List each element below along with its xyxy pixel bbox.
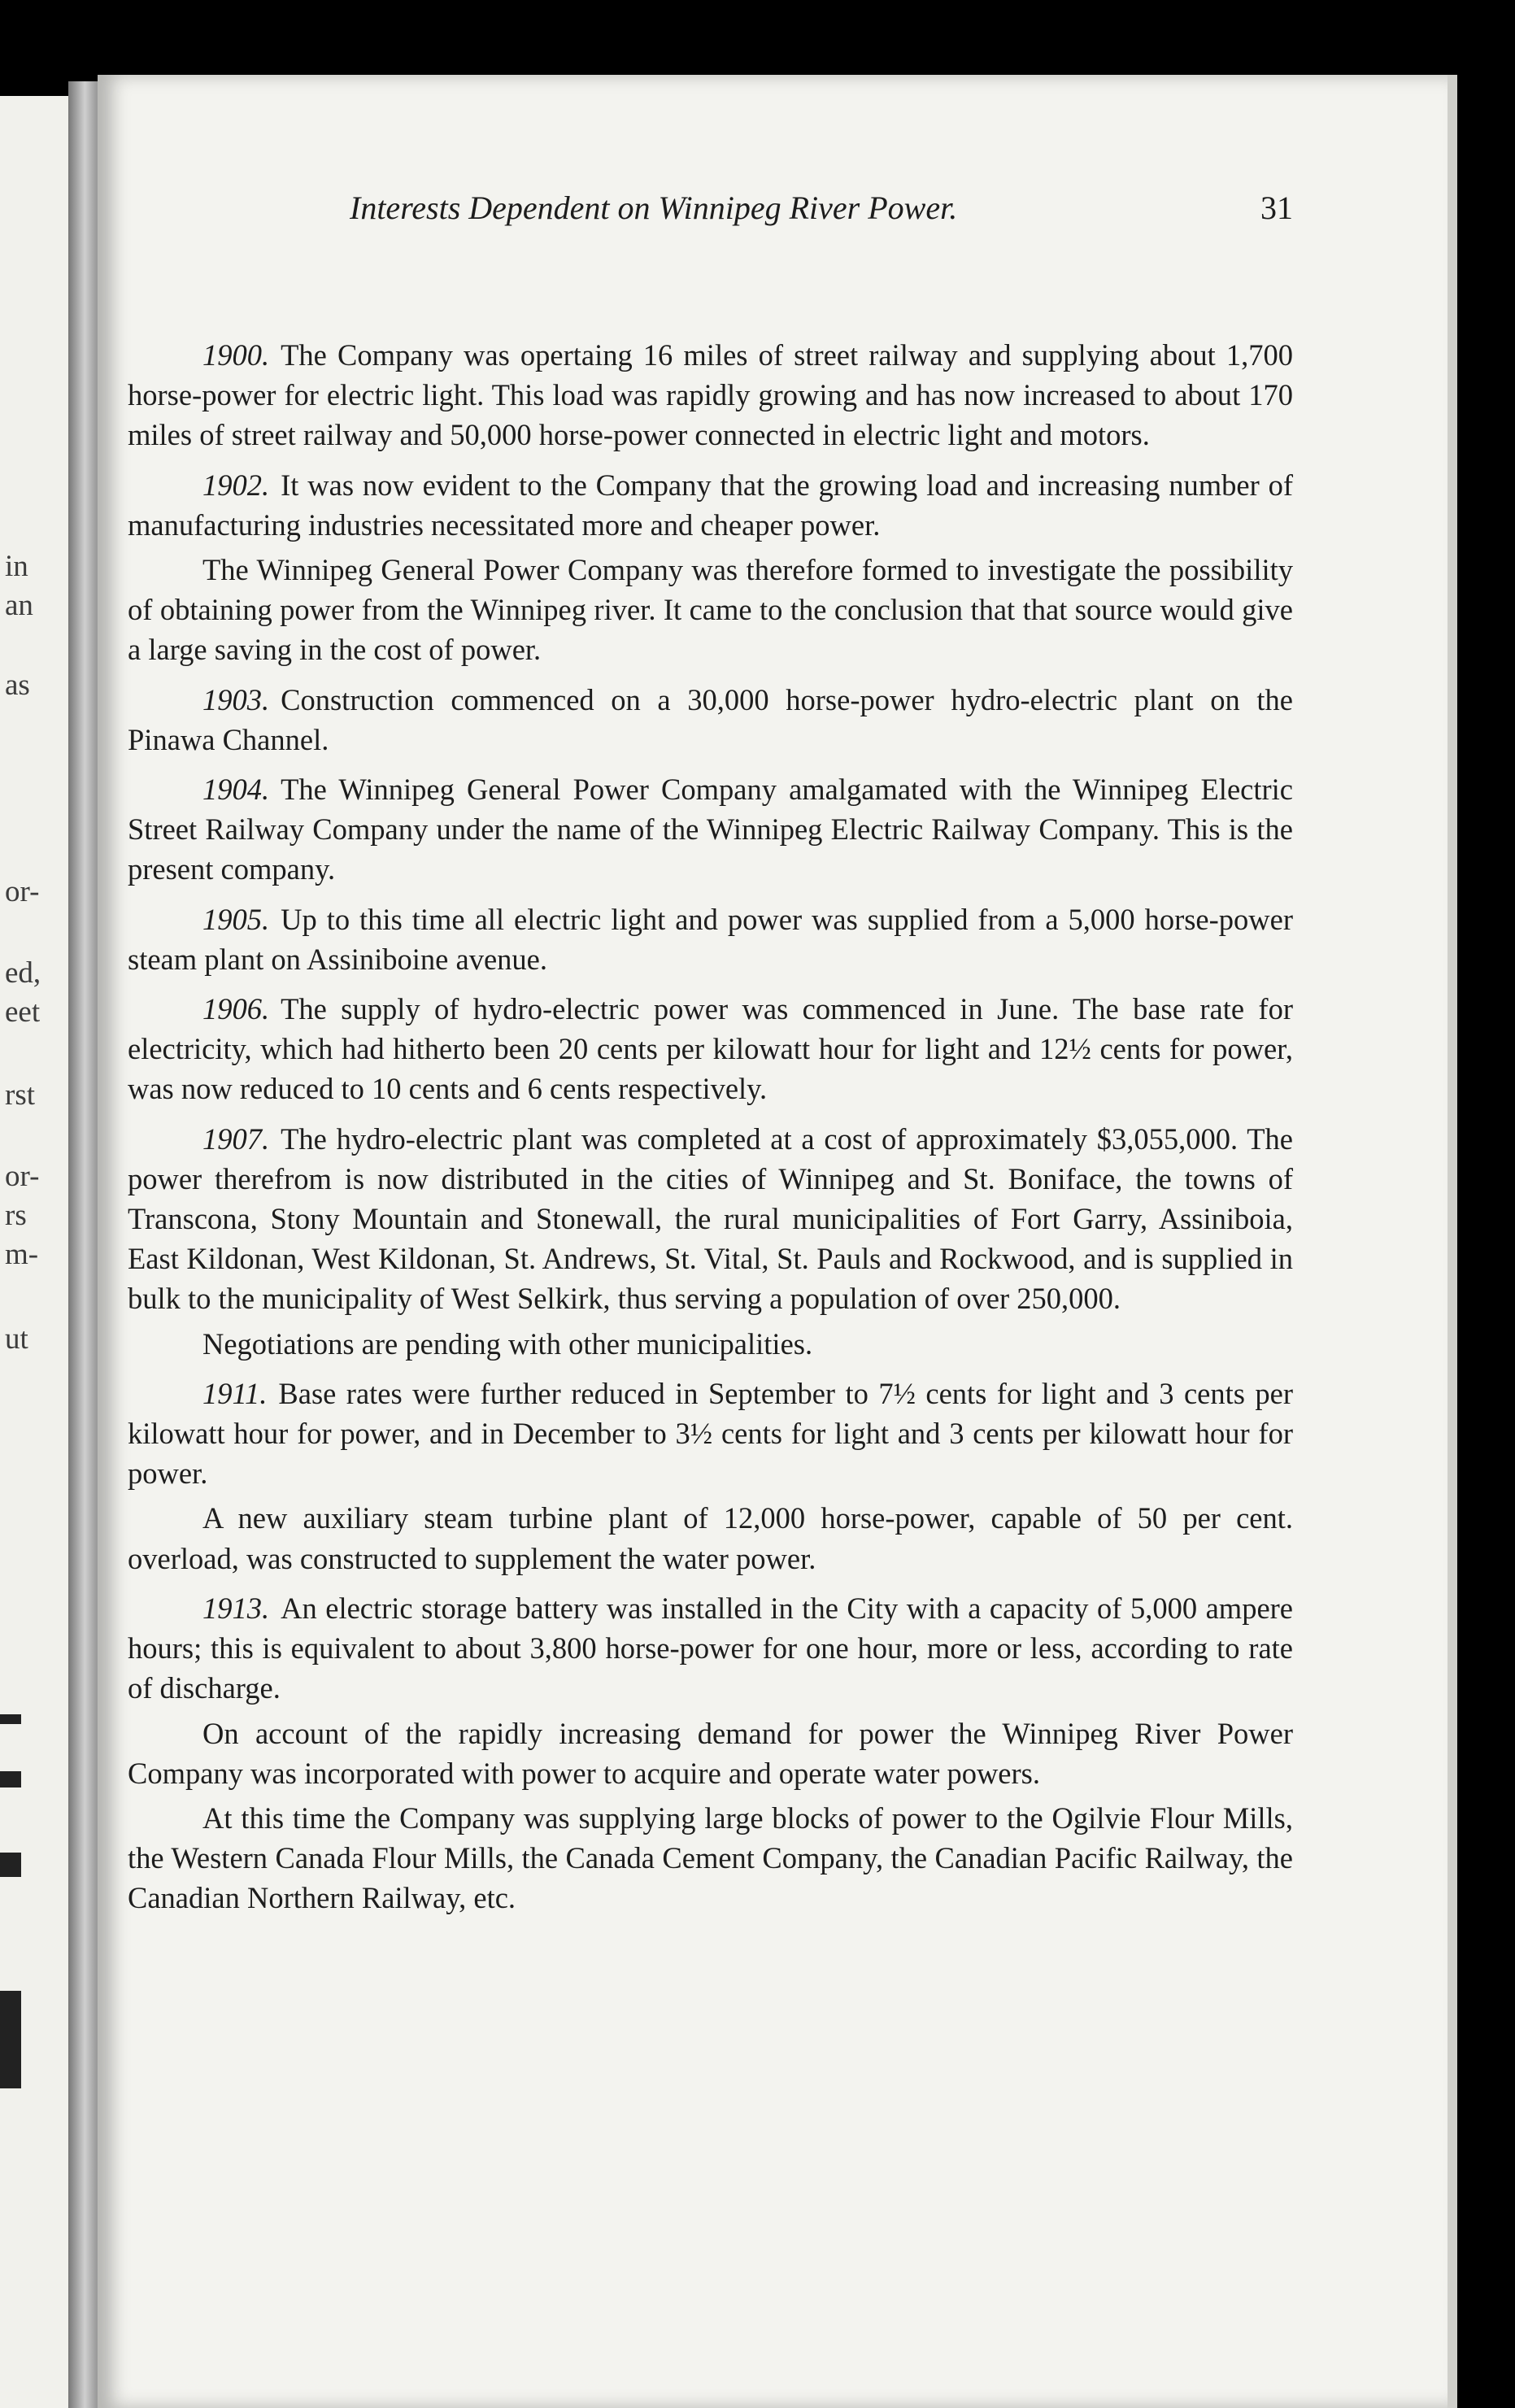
paragraph-text: The hydro-electric plant was completed at a cost of approximately $3,055,000. The power therefrom is now distributed in the cities of Winnipeg and St. Boniface, the towns of Transcona, Stony Mountain and Stonewall, the rural municipalities of Fort Garry, Assiniboia, East Kildonan, West Kildonan, St. Andrews, St. Vital, St. Pauls and Rockwood, and is supplied in bulk to the municipality of West Selkirk, thus serving a population of over 250,000. bbox=[128, 1121, 1293, 1316]
facing-page-fragment: or- bbox=[5, 1160, 40, 1193]
paragraph-text: On account of the rapidly increasing demand for power the Winnipeg River Power Company was incorporated with power to acquire and operate water powers. bbox=[128, 1716, 1293, 1790]
facing-page-fragment: ed, bbox=[5, 956, 41, 990]
page-edge bbox=[1448, 75, 1457, 2408]
paragraph-text: Negotiations are pending with other municipalities. bbox=[202, 1326, 813, 1361]
year-label: 1904. bbox=[202, 773, 270, 807]
paragraph-large-blocks bbox=[128, 1798, 1293, 1918]
page-body bbox=[128, 335, 1293, 1928]
paragraph-general-power bbox=[128, 550, 1293, 670]
year-label: 1902. bbox=[202, 468, 270, 502]
paragraph-1903 bbox=[128, 680, 1293, 760]
year-label: 1900. bbox=[202, 338, 270, 372]
paragraph-text: Base rates were further reduced in September to 7½ cents for light and 3 cents per kilowatt hour for power, and in December to 3½ cents for light and 3 cents per kilowatt hour for power. bbox=[128, 1376, 1293, 1491]
paragraph-1911 bbox=[128, 1374, 1293, 1494]
facing-page-fragment: in bbox=[5, 550, 28, 583]
facing-page-fragment: as bbox=[5, 668, 30, 702]
year-label: 1903. bbox=[202, 682, 270, 716]
facing-page-fragment: an bbox=[5, 589, 33, 622]
facing-page-fragment: rs bbox=[5, 1199, 27, 1232]
ink-mark bbox=[0, 1991, 21, 2088]
paragraph-steam-turbine bbox=[128, 1498, 1293, 1578]
year-label: 1911. bbox=[202, 1376, 268, 1410]
paragraph-text: A new auxiliary steam turbine plant of 12,000 horse-power, capable of 50 per cent. overload, was constructed to supplement the water power. bbox=[128, 1501, 1293, 1575]
ink-mark bbox=[0, 1853, 21, 1877]
year-label: 1913. bbox=[202, 1591, 270, 1625]
page-number: 31 bbox=[1260, 189, 1293, 226]
facing-page-fragment: m- bbox=[5, 1238, 39, 1271]
paragraph-1905 bbox=[128, 899, 1293, 979]
page-header bbox=[350, 189, 1293, 237]
facing-page-fragment: ut bbox=[5, 1322, 28, 1356]
paragraph-text: Up to this time all electric light and power was supplied from a 5,000 horse-power steam plant on Assiniboine avenue. bbox=[128, 902, 1293, 976]
facing-page-fragment: rst bbox=[5, 1078, 35, 1112]
paragraph-1902 bbox=[128, 465, 1293, 545]
paragraph-river-power bbox=[128, 1713, 1293, 1793]
paragraph-1906 bbox=[128, 989, 1293, 1109]
paragraph-1913 bbox=[128, 1588, 1293, 1709]
paragraph-text: An electric storage battery was installed in the City with a capacity of 5,000 ampere hours; this is equivalent to about 3,800 horse-power for one hour, more or less, according to rate of discharge. bbox=[128, 1591, 1293, 1705]
paragraph-text: The Company was opertaing 16 miles of street railway and supplying about 1,700 horse-power for electric light. This load was rapidly growing and has now increased to about 170 miles of street railway and 50,000 horse-power connected in electric light and motors. bbox=[128, 338, 1293, 452]
paragraph-text: At this time the Company was supplying large blocks of power to the Ogilvie Flour Mills, the Western Canada Flour Mills, the Canada Cement Company, the Canadian Pacific Railway, the Canadian Northern Railway, etc. bbox=[128, 1801, 1293, 1915]
paragraph-text: The supply of hydro-electric power was commenced in June. The base rate for electricity, which had hitherto been 20 cents per kilowatt hour for light and 12½ cents for power, was now reduced to 10 cents and 6 cents respectively. bbox=[128, 992, 1293, 1106]
paragraph-negotiations bbox=[128, 1324, 1293, 1364]
paragraph-text: The Winnipeg General Power Company amalgamated with the Winnipeg Electric Street Railway Company under the name of the Winnipeg Electric Railway Company. This is the present company. bbox=[128, 773, 1293, 886]
paragraph-text: Construction commenced on a 30,000 horse-power hydro-electric plant on the Pinawa Channel. bbox=[128, 682, 1293, 756]
paragraph-text: The Winnipeg General Power Company was therefore formed to investigate the possibility of obtaining power from the Winnipeg river. It came to the conclusion that that source would give a large saving in the cost of power. bbox=[128, 553, 1293, 667]
paragraph-1900 bbox=[128, 335, 1293, 455]
running-head: Interests Dependent on Winnipeg River Power. bbox=[350, 189, 958, 226]
paragraph-text: It was now evident to the Company that the growing load and increasing number of manufacturing industries necessitated more and cheaper power. bbox=[128, 468, 1293, 542]
paragraph-1907 bbox=[128, 1119, 1293, 1319]
year-label: 1905. bbox=[202, 902, 270, 936]
facing-page-fragment: or- bbox=[5, 875, 40, 908]
paragraph-1904 bbox=[128, 769, 1293, 890]
ink-mark bbox=[0, 1714, 21, 1724]
ink-mark bbox=[0, 1771, 21, 1787]
year-label: 1907. bbox=[202, 1121, 270, 1156]
year-label: 1906. bbox=[202, 992, 270, 1026]
facing-page-fragment: eet bbox=[5, 995, 41, 1029]
